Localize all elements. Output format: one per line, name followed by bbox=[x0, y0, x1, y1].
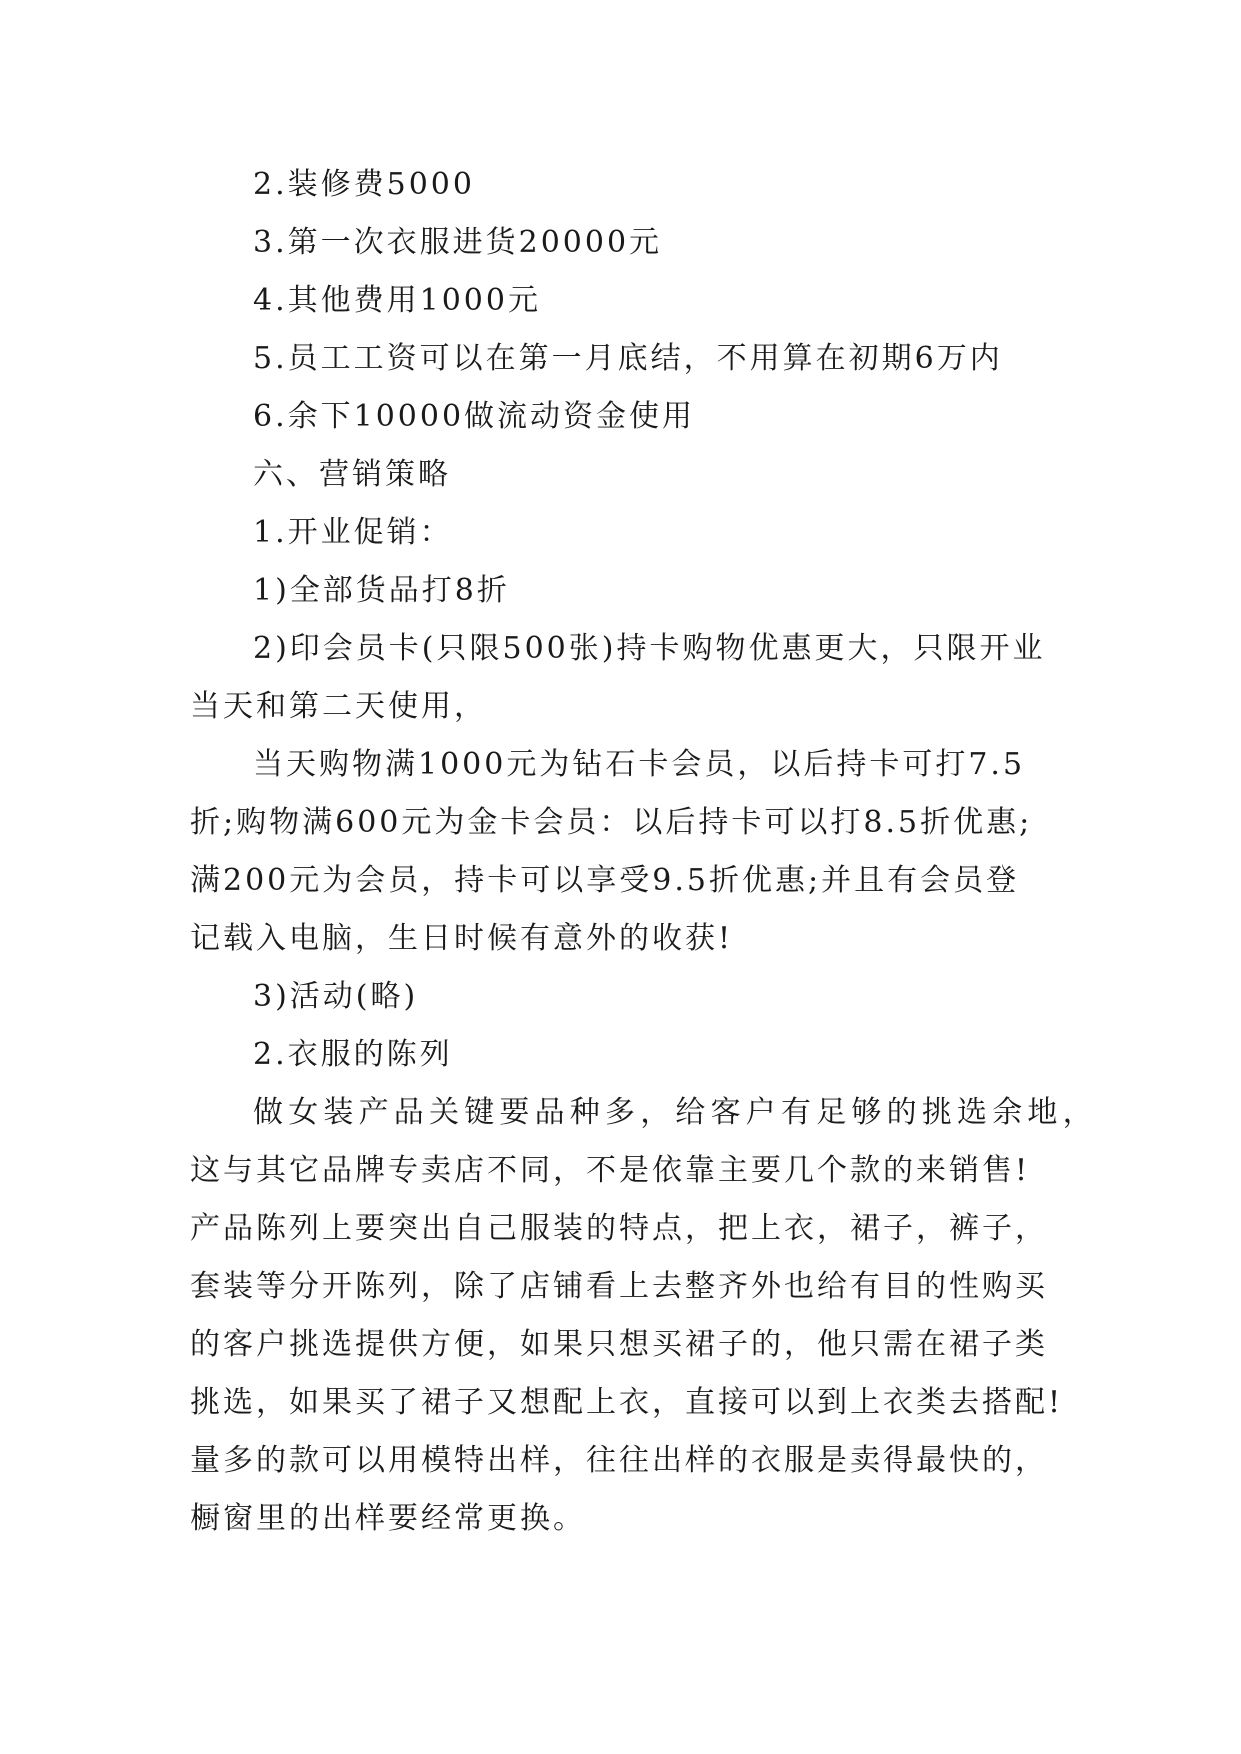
text-line: 折;购物满600元为金卡会员：以后持卡可以打8.5折优惠; bbox=[190, 805, 1033, 840]
text-line: 做女装产品关键要品种多，给客户有足够的挑选余地， bbox=[253, 1095, 1098, 1130]
text-line: 这与其它品牌专卖店不同，不是依靠主要几个款的来销售! bbox=[190, 1153, 1031, 1188]
text-line: 的客户挑选提供方便，如果只想买裙子的，他只需在裙子类 bbox=[190, 1327, 1048, 1362]
text-line: 2.装修费5000 bbox=[253, 167, 475, 202]
text-line: 量多的款可以用模特出样，往往出样的衣服是卖得最快的， bbox=[190, 1443, 1048, 1478]
text-line: 1)全部货品打8折 bbox=[253, 573, 510, 608]
text-line: 当天和第二天使用， bbox=[190, 689, 487, 724]
text-line: 满200元为会员，持卡可以享受9.5折优惠;并且有会员登 bbox=[190, 863, 1020, 898]
text-line: 2)印会员卡(只限500张)持卡购物优惠更大，只限开业 bbox=[253, 631, 1046, 666]
text-line: 1.开业促销： bbox=[253, 515, 453, 550]
text-line: 3)活动(略) bbox=[253, 979, 419, 1014]
text-line: 记载入电脑，生日时候有意外的收获! bbox=[190, 921, 734, 956]
text-line: 4.其他费用1000元 bbox=[253, 283, 541, 318]
text-line: 2.衣服的陈列 bbox=[253, 1037, 453, 1072]
text-line: 橱窗里的出样要经常更换。 bbox=[190, 1501, 586, 1536]
text-line: 挑选，如果买了裙子又想配上衣，直接可以到上衣类去搭配! bbox=[190, 1385, 1064, 1420]
text-line: 当天购物满1000元为钻石卡会员，以后持卡可打7.5 bbox=[253, 747, 1026, 782]
section-heading: 六、营销策略 bbox=[253, 457, 451, 492]
text-line: 5.员工工资可以在第一月底结，不用算在初期6万内 bbox=[253, 341, 1003, 376]
text-line: 产品陈列上要突出自己服装的特点，把上衣，裙子，裤子， bbox=[190, 1211, 1048, 1246]
text-line: 3.第一次衣服进货20000元 bbox=[253, 225, 663, 260]
text-line: 套装等分开陈列，除了店铺看上去整齐外也给有目的性购买 bbox=[190, 1269, 1048, 1304]
text-line: 6.余下10000做流动资金使用 bbox=[253, 399, 696, 434]
